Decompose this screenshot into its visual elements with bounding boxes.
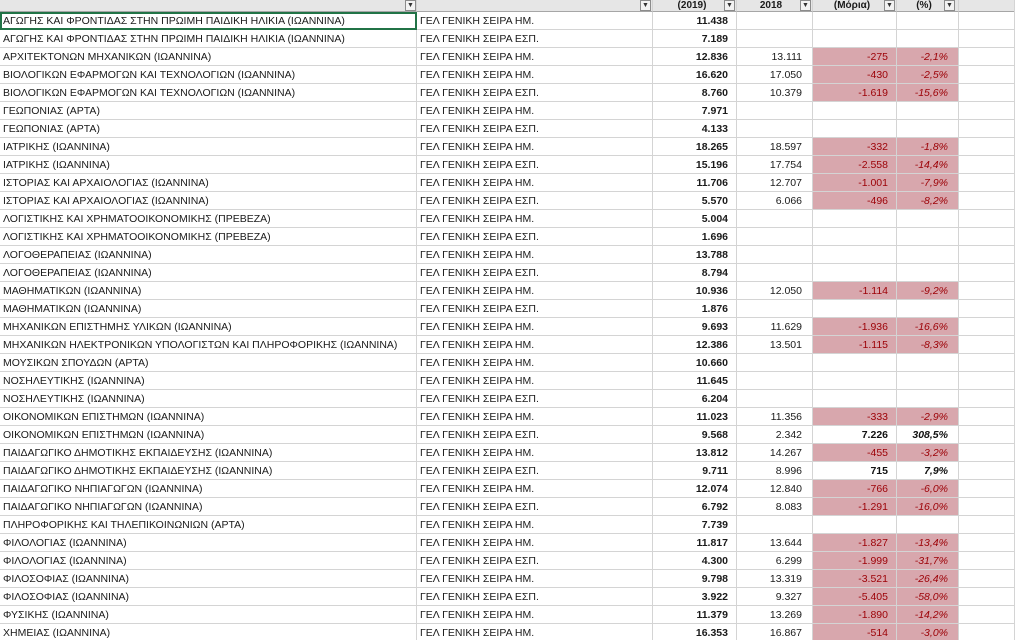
- table-row: [0, 534, 1024, 552]
- table-row: [0, 462, 1024, 480]
- cell-percent[interactable]: -2,9%: [897, 408, 959, 426]
- cell-score-2019[interactable]: 16.620: [653, 66, 737, 84]
- cell-score-2019[interactable]: 11.438: [653, 12, 737, 30]
- cell-difference[interactable]: [813, 102, 897, 120]
- cell-difference[interactable]: -1.114: [813, 282, 897, 300]
- cell-series[interactable]: ΓΕΛ ΓΕΝΙΚΗ ΣΕΙΡΑ ΗΜ.: [417, 102, 653, 120]
- cell-score-2018[interactable]: 11.629: [737, 318, 813, 336]
- cell-score-2018[interactable]: 10.379: [737, 84, 813, 102]
- table-row: [0, 318, 1024, 336]
- cell-score-2019[interactable]: 1.876: [653, 300, 737, 318]
- cell-department[interactable]: ΙΣΤΟΡΙΑΣ ΚΑΙ ΑΡΧΑΙΟΛΟΓΙΑΣ (ΙΩΑΝΝΙΝΑ): [0, 174, 417, 192]
- cell-department[interactable]: ΓΕΩΠΟΝΙΑΣ (ΑΡΤΑ): [0, 120, 417, 138]
- cell-department[interactable]: ΦΥΣΙΚΗΣ (ΙΩΑΝΝΙΝΑ): [0, 606, 417, 624]
- cell-percent[interactable]: [897, 372, 959, 390]
- cell-score-2019[interactable]: 5.570: [653, 192, 737, 210]
- cell-percent[interactable]: -2,1%: [897, 48, 959, 66]
- cell-difference[interactable]: -455: [813, 444, 897, 462]
- table-row: [0, 390, 1024, 408]
- cell-department[interactable]: ΟΙΚΟΝΟΜΙΚΩΝ ΕΠΙΣΤΗΜΩΝ (ΙΩΑΝΝΙΝΑ): [0, 408, 417, 426]
- cell-percent[interactable]: -14,4%: [897, 156, 959, 174]
- table-row: [0, 228, 1024, 246]
- cell-percent[interactable]: [897, 102, 959, 120]
- table-row: [0, 282, 1024, 300]
- cell-difference[interactable]: -1.291: [813, 498, 897, 516]
- cell-score-2018[interactable]: [737, 120, 813, 138]
- cell-percent[interactable]: [897, 300, 959, 318]
- table-row: [0, 516, 1024, 534]
- cell-difference[interactable]: -430: [813, 66, 897, 84]
- cell-difference[interactable]: [813, 354, 897, 372]
- cell-difference[interactable]: 7.226: [813, 426, 897, 444]
- cell-department[interactable]: ΜΗΧΑΝΙΚΩΝ ΗΛΕΚΤΡΟΝΙΚΩΝ ΥΠΟΛΟΓΙΣΤΩΝ ΚΑΙ ΠΛΗΡΟΦΟΡΙΚΗΣ (ΙΩΑΝΝΙΝΑ): [0, 336, 417, 354]
- right-edge: [1014, 0, 1024, 640]
- cell-difference[interactable]: -1.001: [813, 174, 897, 192]
- cell-percent[interactable]: 308,5%: [897, 426, 959, 444]
- header-diff: (Μόρια): [813, 0, 897, 12]
- cell-percent[interactable]: 7,9%: [897, 462, 959, 480]
- cell-difference[interactable]: [813, 30, 897, 48]
- table-row: [0, 606, 1024, 624]
- filter-dropdown-icon[interactable]: ▼: [640, 0, 651, 11]
- cell-series[interactable]: ΓΕΛ ΓΕΝΙΚΗ ΣΕΙΡΑ ΗΜ.: [417, 336, 653, 354]
- cell-percent[interactable]: -7,9%: [897, 174, 959, 192]
- cell-department[interactable]: ΦΙΛΟΛΟΓΙΑΣ (ΙΩΑΝΝΙΝΑ): [0, 552, 417, 570]
- cell-score-2019[interactable]: 18.265: [653, 138, 737, 156]
- cell-series[interactable]: ΓΕΛ ΓΕΝΙΚΗ ΣΕΙΡΑ ΗΜ.: [417, 534, 653, 552]
- table-row: [0, 336, 1024, 354]
- cell-score-2018[interactable]: 11.356: [737, 408, 813, 426]
- cell-score-2019[interactable]: 12.386: [653, 336, 737, 354]
- cell-series[interactable]: ΓΕΛ ΓΕΝΙΚΗ ΣΕΙΡΑ ΕΣΠ.: [417, 156, 653, 174]
- cell-score-2019[interactable]: 8.760: [653, 84, 737, 102]
- cell-department[interactable]: ΛΟΓΟΘΕΡΑΠΕΙΑΣ (ΙΩΑΝΝΙΝΑ): [0, 264, 417, 282]
- cell-percent[interactable]: -2,5%: [897, 66, 959, 84]
- cell-difference[interactable]: -5.405: [813, 588, 897, 606]
- cell-score-2018[interactable]: [737, 390, 813, 408]
- cell-score-2019[interactable]: 11.023: [653, 408, 737, 426]
- cell-score-2018[interactable]: 13.644: [737, 534, 813, 552]
- cell-series[interactable]: ΓΕΛ ΓΕΝΙΚΗ ΣΕΙΡΑ ΕΣΠ.: [417, 498, 653, 516]
- table-row: [0, 48, 1024, 66]
- cell-percent[interactable]: [897, 120, 959, 138]
- cell-score-2019[interactable]: 8.794: [653, 264, 737, 282]
- cell-department[interactable]: ΦΙΛΟΣΟΦΙΑΣ (ΙΩΑΝΝΙΝΑ): [0, 588, 417, 606]
- cell-series[interactable]: ΓΕΛ ΓΕΝΙΚΗ ΣΕΙΡΑ ΗΜ.: [417, 372, 653, 390]
- cell-department[interactable]: ΠΑΙΔΑΓΩΓΙΚΟ ΔΗΜΟΤΙΚΗΣ ΕΚΠΑΙΔΕΥΣΗΣ (ΙΩΑΝΝΙΝΑ): [0, 462, 417, 480]
- filter-dropdown-icon[interactable]: ▼: [405, 0, 416, 11]
- cell-department[interactable]: ΧΗΜΕΙΑΣ (ΙΩΑΝΝΙΝΑ): [0, 624, 417, 640]
- cell-score-2019[interactable]: 11.706: [653, 174, 737, 192]
- cell-score-2019[interactable]: 13.812: [653, 444, 737, 462]
- cell-score-2018[interactable]: 12.840: [737, 480, 813, 498]
- filter-dropdown-icon[interactable]: ▼: [884, 0, 895, 11]
- header-pct: (%): [897, 0, 959, 12]
- cell-department[interactable]: ΒΙΟΛΟΓΙΚΩΝ ΕΦΑΡΜΟΓΩΝ ΚΑΙ ΤΕΧΝΟΛΟΓΙΩΝ (ΙΩΑΝΝΙΝΑ): [0, 66, 417, 84]
- cell-percent[interactable]: [897, 210, 959, 228]
- cell-percent[interactable]: -9,2%: [897, 282, 959, 300]
- cell-series[interactable]: ΓΕΛ ΓΕΝΙΚΗ ΣΕΙΡΑ ΕΣΠ.: [417, 120, 653, 138]
- cell-score-2019[interactable]: 9.798: [653, 570, 737, 588]
- cell-score-2019[interactable]: 11.817: [653, 534, 737, 552]
- cell-series[interactable]: ΓΕΛ ΓΕΝΙΚΗ ΣΕΙΡΑ ΕΣΠ.: [417, 552, 653, 570]
- cell-difference[interactable]: -1.115: [813, 336, 897, 354]
- table-row: [0, 552, 1024, 570]
- cell-series[interactable]: ΓΕΛ ΓΕΝΙΚΗ ΣΕΙΡΑ ΗΜ.: [417, 444, 653, 462]
- cell-score-2018[interactable]: 13.269: [737, 606, 813, 624]
- cell-score-2018[interactable]: 8.996: [737, 462, 813, 480]
- table-row: [0, 30, 1024, 48]
- cell-series[interactable]: ΓΕΛ ΓΕΝΙΚΗ ΣΕΙΡΑ ΕΣΠ.: [417, 300, 653, 318]
- cell-score-2019[interactable]: 12.074: [653, 480, 737, 498]
- cell-difference[interactable]: -514: [813, 624, 897, 640]
- cell-score-2019[interactable]: 7.189: [653, 30, 737, 48]
- cell-score-2019[interactable]: 10.660: [653, 354, 737, 372]
- cell-score-2019[interactable]: 5.004: [653, 210, 737, 228]
- cell-score-2018[interactable]: [737, 102, 813, 120]
- cell-score-2019[interactable]: 9.568: [653, 426, 737, 444]
- cell-department[interactable]: ΙΑΤΡΙΚΗΣ (ΙΩΑΝΝΙΝΑ): [0, 156, 417, 174]
- table-row: [0, 192, 1024, 210]
- cell-score-2018[interactable]: 17.754: [737, 156, 813, 174]
- table-row: [0, 84, 1024, 102]
- cell-percent[interactable]: [897, 516, 959, 534]
- filter-dropdown-icon[interactable]: ▼: [944, 0, 955, 11]
- cell-score-2019[interactable]: 7.739: [653, 516, 737, 534]
- cell-score-2019[interactable]: 6.204: [653, 390, 737, 408]
- cell-series[interactable]: ΓΕΛ ΓΕΝΙΚΗ ΣΕΙΡΑ ΗΜ.: [417, 408, 653, 426]
- cell-series[interactable]: ΓΕΛ ΓΕΝΙΚΗ ΣΕΙΡΑ ΗΜ.: [417, 354, 653, 372]
- cell-department[interactable]: ΠΑΙΔΑΓΩΓΙΚΟ ΔΗΜΟΤΙΚΗΣ ΕΚΠΑΙΔΕΥΣΗΣ (ΙΩΑΝΝΙΝΑ): [0, 444, 417, 462]
- cell-difference[interactable]: [813, 300, 897, 318]
- cell-score-2019[interactable]: 4.300: [653, 552, 737, 570]
- cell-score-2019[interactable]: 11.379: [653, 606, 737, 624]
- header-row: [0, 0, 1024, 12]
- cell-score-2019[interactable]: 1.696: [653, 228, 737, 246]
- cell-percent[interactable]: [897, 30, 959, 48]
- cell-difference[interactable]: -496: [813, 192, 897, 210]
- cell-department[interactable]: ΦΙΛΟΣΟΦΙΑΣ (ΙΩΑΝΝΙΝΑ): [0, 570, 417, 588]
- cell-difference[interactable]: -3.521: [813, 570, 897, 588]
- cell-department[interactable]: ΝΟΣΗΛΕΥΤΙΚΗΣ (ΙΩΑΝΝΙΝΑ): [0, 372, 417, 390]
- table-row: [0, 210, 1024, 228]
- table-row: [0, 498, 1024, 516]
- cell-series[interactable]: ΓΕΛ ΓΕΝΙΚΗ ΣΕΙΡΑ ΗΜ.: [417, 624, 653, 640]
- cell-score-2019[interactable]: 9.693: [653, 318, 737, 336]
- cell-series[interactable]: ΓΕΛ ΓΕΝΙΚΗ ΣΕΙΡΑ ΕΣΠ.: [417, 390, 653, 408]
- table-row: [0, 480, 1024, 498]
- table-row: [0, 408, 1024, 426]
- table-row: [0, 264, 1024, 282]
- cell-series[interactable]: ΓΕΛ ΓΕΝΙΚΗ ΣΕΙΡΑ ΕΣΠ.: [417, 264, 653, 282]
- cell-percent[interactable]: -1,8%: [897, 138, 959, 156]
- cell-percent[interactable]: -3,2%: [897, 444, 959, 462]
- cell-department[interactable]: ΙΣΤΟΡΙΑΣ ΚΑΙ ΑΡΧΑΙΟΛΟΓΙΑΣ (ΙΩΑΝΝΙΝΑ): [0, 192, 417, 210]
- cell-difference[interactable]: [813, 264, 897, 282]
- cell-difference[interactable]: [813, 390, 897, 408]
- cell-series[interactable]: ΓΕΛ ΓΕΝΙΚΗ ΣΕΙΡΑ ΕΣΠ.: [417, 192, 653, 210]
- cell-score-2018[interactable]: 14.267: [737, 444, 813, 462]
- cell-score-2019[interactable]: 13.788: [653, 246, 737, 264]
- cell-score-2018[interactable]: 13.111: [737, 48, 813, 66]
- table-row: [0, 426, 1024, 444]
- cell-score-2018[interactable]: 12.050: [737, 282, 813, 300]
- cell-percent[interactable]: -16,0%: [897, 498, 959, 516]
- cell-series[interactable]: ΓΕΛ ΓΕΝΙΚΗ ΣΕΙΡΑ ΗΜ.: [417, 174, 653, 192]
- table-row: [0, 12, 1024, 30]
- cell-difference[interactable]: -1.999: [813, 552, 897, 570]
- cell-series[interactable]: ΓΕΛ ΓΕΝΙΚΗ ΣΕΙΡΑ ΗΜ.: [417, 282, 653, 300]
- cell-difference[interactable]: [813, 228, 897, 246]
- cell-series[interactable]: ΓΕΛ ΓΕΝΙΚΗ ΣΕΙΡΑ ΗΜ.: [417, 12, 653, 30]
- cell-score-2018[interactable]: 16.867: [737, 624, 813, 640]
- cell-series[interactable]: ΓΕΛ ΓΕΝΙΚΗ ΣΕΙΡΑ ΗΜ.: [417, 516, 653, 534]
- cell-percent[interactable]: -16,6%: [897, 318, 959, 336]
- cell-score-2018[interactable]: 13.501: [737, 336, 813, 354]
- table-row: [0, 588, 1024, 606]
- cell-score-2018[interactable]: 2.342: [737, 426, 813, 444]
- cell-department[interactable]: ΜΟΥΣΙΚΩΝ ΣΠΟΥΔΩΝ (ΑΡΤΑ): [0, 354, 417, 372]
- cell-score-2018[interactable]: [737, 516, 813, 534]
- cell-series[interactable]: ΓΕΛ ΓΕΝΙΚΗ ΣΕΙΡΑ ΗΜ.: [417, 480, 653, 498]
- table-row: [0, 354, 1024, 372]
- cell-percent[interactable]: -26,4%: [897, 570, 959, 588]
- cell-score-2018[interactable]: 6.066: [737, 192, 813, 210]
- cell-difference[interactable]: -275: [813, 48, 897, 66]
- cell-department[interactable]: ΠΑΙΔΑΓΩΓΙΚΟ ΝΗΠΙΑΓΩΓΩΝ (ΙΩΑΝΝΙΝΑ): [0, 480, 417, 498]
- filter-dropdown-icon[interactable]: ▼: [724, 0, 735, 11]
- cell-score-2018[interactable]: [737, 228, 813, 246]
- cell-score-2018[interactable]: [737, 354, 813, 372]
- cell-department[interactable]: ΝΟΣΗΛΕΥΤΙΚΗΣ (ΙΩΑΝΝΙΝΑ): [0, 390, 417, 408]
- cell-department[interactable]: ΓΕΩΠΟΝΙΑΣ (ΑΡΤΑ): [0, 102, 417, 120]
- cell-percent[interactable]: [897, 228, 959, 246]
- cell-department[interactable]: ΑΓΩΓΗΣ ΚΑΙ ΦΡΟΝΤΙΔΑΣ ΣΤΗΝ ΠΡΩΙΜΗ ΠΑΙΔΙΚΗ ΗΛΙΚΙΑ (ΙΩΑΝΝΙΝΑ): [0, 30, 417, 48]
- cell-score-2018[interactable]: [737, 210, 813, 228]
- cell-difference[interactable]: -332: [813, 138, 897, 156]
- table-row: [0, 300, 1024, 318]
- cell-percent[interactable]: [897, 12, 959, 30]
- cell-series[interactable]: ΓΕΛ ΓΕΝΙΚΗ ΣΕΙΡΑ ΗΜ.: [417, 210, 653, 228]
- cell-score-2018[interactable]: [737, 246, 813, 264]
- cell-series[interactable]: ΓΕΛ ΓΕΝΙΚΗ ΣΕΙΡΑ ΗΜ.: [417, 48, 653, 66]
- cell-department[interactable]: ΟΙΚΟΝΟΜΙΚΩΝ ΕΠΙΣΤΗΜΩΝ (ΙΩΑΝΝΙΝΑ): [0, 426, 417, 444]
- cell-difference[interactable]: [813, 372, 897, 390]
- cell-series[interactable]: ΓΕΛ ΓΕΝΙΚΗ ΣΕΙΡΑ ΕΣΠ.: [417, 228, 653, 246]
- cell-difference[interactable]: [813, 12, 897, 30]
- cell-department[interactable]: ΜΑΘΗΜΑΤΙΚΩΝ (ΙΩΑΝΝΙΝΑ): [0, 282, 417, 300]
- cell-percent[interactable]: -31,7%: [897, 552, 959, 570]
- cell-difference[interactable]: -766: [813, 480, 897, 498]
- cell-difference[interactable]: -2.558: [813, 156, 897, 174]
- cell-score-2018[interactable]: 8.083: [737, 498, 813, 516]
- cell-department[interactable]: ΑΡΧΙΤΕΚΤΟΝΩΝ ΜΗΧΑΝΙΚΩΝ (ΙΩΑΝΝΙΝΑ): [0, 48, 417, 66]
- table-row: [0, 174, 1024, 192]
- cell-department[interactable]: ΜΗΧΑΝΙΚΩΝ ΕΠΙΣΤΗΜΗΣ ΥΛΙΚΩΝ (ΙΩΑΝΝΙΝΑ): [0, 318, 417, 336]
- cell-percent[interactable]: -3,0%: [897, 624, 959, 640]
- cell-score-2018[interactable]: 18.597: [737, 138, 813, 156]
- cell-percent[interactable]: -15,6%: [897, 84, 959, 102]
- cell-series[interactable]: ΓΕΛ ΓΕΝΙΚΗ ΣΕΙΡΑ ΕΣΠ.: [417, 30, 653, 48]
- table-row: [0, 120, 1024, 138]
- cell-score-2019[interactable]: 12.836: [653, 48, 737, 66]
- cell-department[interactable]: ΛΟΓΙΣΤΙΚΗΣ ΚΑΙ ΧΡΗΜΑΤΟΟΙΚΟΝΟΜΙΚΗΣ (ΠΡΕΒΕΖΑ): [0, 210, 417, 228]
- cell-percent[interactable]: [897, 354, 959, 372]
- cell-series[interactable]: ΓΕΛ ΓΕΝΙΚΗ ΣΕΙΡΑ ΗΜ.: [417, 66, 653, 84]
- cell-department[interactable]: ΑΓΩΓΗΣ ΚΑΙ ΦΡΟΝΤΙΔΑΣ ΣΤΗΝ ΠΡΩΙΜΗ ΠΑΙΔΙΚΗ ΗΛΙΚΙΑ (ΙΩΑΝΝΙΝΑ): [0, 12, 417, 30]
- cell-score-2018[interactable]: 6.299: [737, 552, 813, 570]
- cell-score-2018[interactable]: 17.050: [737, 66, 813, 84]
- table-row: [0, 66, 1024, 84]
- cell-difference[interactable]: -1.827: [813, 534, 897, 552]
- cell-difference[interactable]: [813, 516, 897, 534]
- cell-department[interactable]: ΜΑΘΗΜΑΤΙΚΩΝ (ΙΩΑΝΝΙΝΑ): [0, 300, 417, 318]
- table-row: [0, 102, 1024, 120]
- cell-series[interactable]: ΓΕΛ ΓΕΝΙΚΗ ΣΕΙΡΑ ΕΣΠ.: [417, 84, 653, 102]
- cell-score-2019[interactable]: 11.645: [653, 372, 737, 390]
- cell-score-2018[interactable]: [737, 12, 813, 30]
- cell-series[interactable]: ΓΕΛ ΓΕΝΙΚΗ ΣΕΙΡΑ ΕΣΠ.: [417, 462, 653, 480]
- cell-score-2019[interactable]: 16.353: [653, 624, 737, 640]
- cell-department[interactable]: ΛΟΓΙΣΤΙΚΗΣ ΚΑΙ ΧΡΗΜΑΤΟΟΙΚΟΝΟΜΙΚΗΣ (ΠΡΕΒΕΖΑ): [0, 228, 417, 246]
- table-row: [0, 624, 1024, 640]
- cell-percent[interactable]: -58,0%: [897, 588, 959, 606]
- table-row: [0, 156, 1024, 174]
- header-type: [417, 0, 653, 12]
- cell-difference[interactable]: [813, 120, 897, 138]
- cell-department[interactable]: ΠΛΗΡΟΦΟΡΙΚΗΣ ΚΑΙ ΤΗΛΕΠΙΚΟΙΝΩΝΙΩΝ (ΑΡΤΑ): [0, 516, 417, 534]
- cell-series[interactable]: ΓΕΛ ΓΕΝΙΚΗ ΣΕΙΡΑ ΗΜ.: [417, 138, 653, 156]
- cell-percent[interactable]: -14,2%: [897, 606, 959, 624]
- cell-score-2019[interactable]: 15.196: [653, 156, 737, 174]
- cell-department[interactable]: ΒΙΟΛΟΓΙΚΩΝ ΕΦΑΡΜΟΓΩΝ ΚΑΙ ΤΕΧΝΟΛΟΓΙΩΝ (ΙΩΑΝΝΙΝΑ): [0, 84, 417, 102]
- table-row: [0, 570, 1024, 588]
- table-row: [0, 444, 1024, 462]
- header-2019: (2019): [653, 0, 737, 12]
- cell-difference[interactable]: -333: [813, 408, 897, 426]
- cell-score-2019[interactable]: 10.936: [653, 282, 737, 300]
- table-row: [0, 372, 1024, 390]
- header-dept: [0, 0, 417, 12]
- cell-department[interactable]: ΛΟΓΟΘΕΡΑΠΕΙΑΣ (ΙΩΑΝΝΙΝΑ): [0, 246, 417, 264]
- cell-department[interactable]: ΦΙΛΟΛΟΓΙΑΣ (ΙΩΑΝΝΙΝΑ): [0, 534, 417, 552]
- cell-department[interactable]: ΠΑΙΔΑΓΩΓΙΚΟ ΝΗΠΙΑΓΩΓΩΝ (ΙΩΑΝΝΙΝΑ): [0, 498, 417, 516]
- cell-percent[interactable]: [897, 264, 959, 282]
- cell-percent[interactable]: -13,4%: [897, 534, 959, 552]
- cell-percent[interactable]: [897, 390, 959, 408]
- cell-score-2018[interactable]: 13.319: [737, 570, 813, 588]
- cell-difference[interactable]: -1.890: [813, 606, 897, 624]
- cell-series[interactable]: ΓΕΛ ΓΕΝΙΚΗ ΣΕΙΡΑ ΗΜ.: [417, 318, 653, 336]
- cell-series[interactable]: ΓΕΛ ΓΕΝΙΚΗ ΣΕΙΡΑ ΗΜ.: [417, 246, 653, 264]
- table-row: [0, 246, 1024, 264]
- cell-score-2018[interactable]: [737, 264, 813, 282]
- cell-percent[interactable]: -8,2%: [897, 192, 959, 210]
- cell-difference[interactable]: -1.619: [813, 84, 897, 102]
- cell-score-2019[interactable]: 3.922: [653, 588, 737, 606]
- cell-score-2018[interactable]: [737, 372, 813, 390]
- cell-percent[interactable]: -8,3%: [897, 336, 959, 354]
- cell-difference[interactable]: [813, 210, 897, 228]
- cell-department[interactable]: ΙΑΤΡΙΚΗΣ (ΙΩΑΝΝΙΝΑ): [0, 138, 417, 156]
- header-2018: 2018: [737, 0, 813, 12]
- filter-dropdown-icon[interactable]: ▼: [800, 0, 811, 11]
- table-row: [0, 138, 1024, 156]
- cell-difference[interactable]: [813, 246, 897, 264]
- cell-percent[interactable]: [897, 246, 959, 264]
- cell-score-2018[interactable]: 9.327: [737, 588, 813, 606]
- cell-series[interactable]: ΓΕΛ ΓΕΝΙΚΗ ΣΕΙΡΑ ΗΜ.: [417, 606, 653, 624]
- cell-score-2019[interactable]: 4.133: [653, 120, 737, 138]
- cell-score-2018[interactable]: [737, 30, 813, 48]
- cell-series[interactable]: ΓΕΛ ΓΕΝΙΚΗ ΣΕΙΡΑ ΕΣΠ.: [417, 426, 653, 444]
- cell-percent[interactable]: -6,0%: [897, 480, 959, 498]
- cell-score-2018[interactable]: 12.707: [737, 174, 813, 192]
- cell-score-2019[interactable]: 9.711: [653, 462, 737, 480]
- cell-series[interactable]: ΓΕΛ ΓΕΝΙΚΗ ΣΕΙΡΑ ΗΜ.: [417, 570, 653, 588]
- cell-difference[interactable]: -1.936: [813, 318, 897, 336]
- cell-difference[interactable]: 715: [813, 462, 897, 480]
- cell-score-2019[interactable]: 7.971: [653, 102, 737, 120]
- cell-series[interactable]: ΓΕΛ ΓΕΝΙΚΗ ΣΕΙΡΑ ΕΣΠ.: [417, 588, 653, 606]
- cell-score-2019[interactable]: 6.792: [653, 498, 737, 516]
- cell-score-2018[interactable]: [737, 300, 813, 318]
